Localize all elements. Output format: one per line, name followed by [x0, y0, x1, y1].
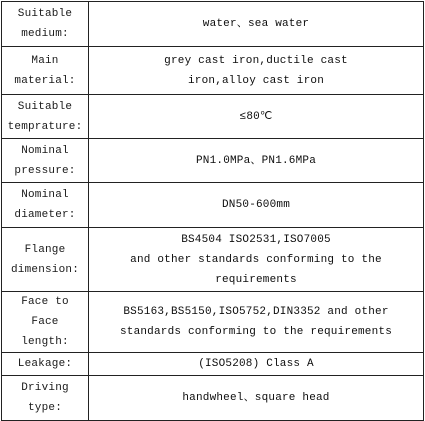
row-value: (ISO5208) Class A	[89, 353, 424, 376]
table-row-face-to-face-length	[2, 292, 424, 353]
row-label: Nominal pressure:	[2, 139, 89, 183]
row-value: grey cast iron,ductile cast iron,alloy cast iron	[89, 47, 424, 95]
row-label: Suitable temprature:	[2, 95, 89, 139]
row-label: Leakage:	[2, 353, 89, 376]
table-row-flange-dimension	[2, 228, 424, 292]
row-label: Flange dimension:	[2, 228, 89, 292]
table-row-driving-type	[2, 376, 424, 421]
row-label: Main material:	[2, 47, 89, 95]
row-label: Driving type:	[2, 376, 89, 421]
row-value: PN1.0MPa、PN1.6MPa	[89, 139, 424, 183]
row-value: water、sea water	[89, 2, 424, 47]
row-value: handwheel、square head	[89, 376, 424, 421]
table-row-leakage	[2, 353, 424, 376]
row-label: Suitable medium:	[2, 2, 89, 47]
table-row-suitable-temperature	[2, 95, 424, 139]
specification-table	[1, 1, 424, 421]
row-value: BS5163,BS5150,ISO5752,DIN3352 and other standards conforming to the requirements	[89, 292, 424, 353]
row-label: Nominal diameter:	[2, 183, 89, 228]
row-value: DN50-600mm	[89, 183, 424, 228]
row-value: BS4504 ISO2531,ISO7005 and other standards conforming to the requirements	[89, 228, 424, 292]
table-row-nominal-pressure	[2, 139, 424, 183]
table-row-nominal-diameter	[2, 183, 424, 228]
row-value: ≤80℃	[89, 95, 424, 139]
row-label: Face to Face length:	[2, 292, 89, 353]
table-row-main-material	[2, 47, 424, 95]
table-row-suitable-medium	[2, 2, 424, 47]
